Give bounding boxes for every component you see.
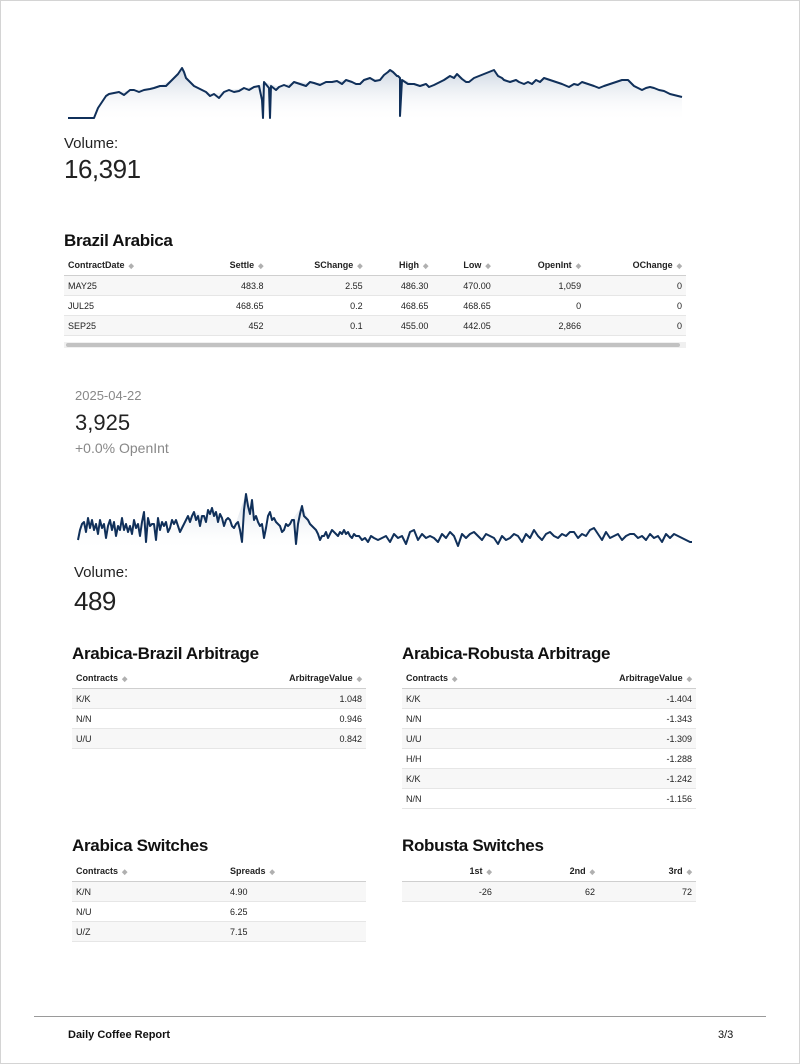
cell-arbitragevalue: -1.288	[526, 749, 696, 769]
cell-arbitragevalue: -1.156	[526, 789, 696, 809]
kpi-date: 2025-04-22	[75, 388, 142, 403]
cell-arbitragevalue: 1.048	[196, 689, 366, 709]
sort-icon[interactable]: ◆	[575, 263, 582, 270]
sort-icon[interactable]: ◆	[128, 263, 134, 270]
table-row	[72, 729, 366, 749]
sort-icon[interactable]: ◆	[258, 263, 264, 270]
footer-divider	[34, 1016, 766, 1017]
cell-low: 470.00	[432, 276, 494, 296]
cell-high: 455.00	[367, 316, 433, 336]
column-header-high[interactable]: High ◆	[367, 255, 433, 276]
cell-contractdate: JUL25	[64, 296, 194, 316]
column-header-spreads[interactable]: Spreads ◆	[226, 861, 366, 882]
cell-contracts: K/N	[72, 882, 226, 902]
cell-contractdate: SEP25	[64, 316, 194, 336]
kpi-value: 3,925	[75, 410, 131, 435]
cell-arbitragevalue: -1.404	[526, 689, 696, 709]
cell-spreads: 4.90	[226, 882, 366, 902]
sort-icon[interactable]: ◆	[589, 869, 596, 876]
column-header-openint[interactable]: OpenInt ◆	[495, 255, 585, 276]
cell-schange: 0.1	[268, 316, 367, 336]
footer-title: Daily Coffee Report	[68, 1029, 171, 1041]
table-row	[64, 316, 686, 336]
table-row	[72, 689, 366, 709]
cell-high: 468.65	[367, 296, 433, 316]
sort-icon[interactable]: ◆	[686, 869, 692, 876]
table-row	[72, 922, 366, 942]
table-header-row	[64, 255, 686, 276]
cell-3rd: 72	[599, 882, 696, 902]
robusta-switches-table	[402, 861, 696, 902]
sort-icon[interactable]: ◆	[686, 676, 692, 683]
table-row	[64, 296, 686, 316]
sort-icon[interactable]: ◆	[486, 869, 492, 876]
table-row	[402, 729, 696, 749]
cell-arbitragevalue: 0.946	[196, 709, 366, 729]
arabica-switches-table	[72, 861, 366, 942]
column-header-schange[interactable]: SChange ◆	[268, 255, 367, 276]
robusta-switches-title: Robusta Switches	[402, 836, 544, 855]
column-header-3rd[interactable]: 3rd ◆	[599, 861, 696, 882]
cell-contracts: K/K	[402, 769, 526, 789]
cell-ochange: 0	[585, 296, 686, 316]
cell-low: 468.65	[432, 296, 494, 316]
arabica-robusta-arbitrage-table	[402, 668, 696, 809]
volume-label-2: Volume:	[74, 564, 129, 581]
column-header-low[interactable]: Low ◆	[432, 255, 494, 276]
table-row	[72, 709, 366, 729]
table-row	[402, 689, 696, 709]
horizontal-scrollbar[interactable]	[64, 342, 686, 348]
cell-schange: 2.55	[268, 276, 367, 296]
cell-contracts: U/Z	[72, 922, 226, 942]
sparkline-1-area	[68, 68, 682, 122]
cell-settle: 468.65	[194, 296, 268, 316]
cell-high: 486.30	[367, 276, 433, 296]
cell-arbitragevalue: -1.343	[526, 709, 696, 729]
table-row	[402, 882, 696, 902]
volume-label-1: Volume:	[64, 135, 119, 152]
cell-contracts: N/N	[402, 709, 526, 729]
table-row	[402, 749, 696, 769]
arabica-robusta-arbitrage-title: Arabica-Robusta Arbitrage	[402, 644, 611, 663]
cell-contracts: U/U	[72, 729, 196, 749]
column-header-contracts[interactable]: Contracts ◆	[402, 668, 526, 689]
brazil-arabica-title: Brazil Arabica	[64, 231, 173, 250]
sort-icon[interactable]: ◆	[122, 869, 128, 876]
cell-contractdate: MAY25	[64, 276, 194, 296]
sort-icon[interactable]: ◆	[676, 263, 682, 270]
cell-arbitragevalue: 0.842	[196, 729, 366, 749]
column-header-ochange[interactable]: OChange ◆	[585, 255, 686, 276]
cell-1st: -26	[402, 882, 496, 902]
cell-openint: 1,059	[495, 276, 585, 296]
volume-value-2: 489	[74, 586, 116, 616]
cell-openint: 2,866	[495, 316, 585, 336]
column-header-arbitragevalue[interactable]: ArbitrageValue ◆	[526, 668, 696, 689]
table-row	[402, 789, 696, 809]
cell-2nd: 62	[496, 882, 599, 902]
sort-icon[interactable]: ◆	[122, 676, 128, 683]
table-header-row	[402, 861, 696, 882]
cell-contracts: U/U	[402, 729, 526, 749]
cell-ochange: 0	[585, 276, 686, 296]
cell-spreads: 6.25	[226, 902, 366, 922]
table-row	[402, 709, 696, 729]
column-header-contracts[interactable]: Contracts ◆	[72, 861, 226, 882]
table-row	[64, 276, 686, 296]
cell-schange: 0.2	[268, 296, 367, 316]
volume-sparkline-1	[64, 60, 688, 122]
cell-settle: 483.8	[194, 276, 268, 296]
sort-icon[interactable]: ◆	[485, 263, 491, 270]
sort-icon[interactable]: ◆	[357, 263, 363, 270]
cell-spreads: 7.15	[226, 922, 366, 942]
cell-contracts: N/U	[72, 902, 226, 922]
volume-sparkline-2	[74, 490, 696, 550]
sort-icon[interactable]: ◆	[356, 676, 362, 683]
sort-icon[interactable]: ◆	[452, 676, 458, 683]
table-row	[402, 769, 696, 789]
cell-contracts: N/N	[72, 709, 196, 729]
kpi-delta: +0.0% OpenInt	[75, 440, 169, 456]
cell-arbitragevalue: -1.309	[526, 729, 696, 749]
cell-contracts: K/K	[72, 689, 196, 709]
cell-arbitragevalue: -1.242	[526, 769, 696, 789]
table-header-row	[72, 668, 366, 689]
column-header-1st[interactable]: 1st ◆	[402, 861, 496, 882]
column-header-arbitragevalue[interactable]: ArbitrageValue ◆	[196, 668, 366, 689]
arabica-switches-title: Arabica Switches	[72, 836, 208, 855]
table-header-row	[402, 668, 696, 689]
arabica-brazil-arbitrage-table	[72, 668, 366, 749]
cell-settle: 452	[194, 316, 268, 336]
cell-ochange: 0	[585, 316, 686, 336]
column-header-contracts[interactable]: Contracts ◆	[72, 668, 196, 689]
cell-openint: 0	[495, 296, 585, 316]
table-row	[72, 902, 366, 922]
sort-icon[interactable]: ◆	[269, 869, 275, 876]
cell-contracts: K/K	[402, 689, 526, 709]
scrollbar-thumb[interactable]	[66, 343, 680, 347]
brazil-arabica-table	[64, 255, 686, 336]
sparkline-2-area	[78, 494, 692, 550]
arabica-brazil-arbitrage-title: Arabica-Brazil Arbitrage	[72, 644, 259, 663]
column-header-settle[interactable]: Settle ◆	[194, 255, 268, 276]
column-header-contractdate[interactable]: ContractDate ◆	[64, 255, 194, 276]
cell-contracts: N/N	[402, 789, 526, 809]
column-header-2nd[interactable]: 2nd ◆	[496, 861, 599, 882]
sort-icon[interactable]: ◆	[422, 263, 429, 270]
volume-value-1: 16,391	[64, 154, 141, 184]
table-header-row	[72, 861, 366, 882]
cell-low: 442.05	[432, 316, 494, 336]
footer-page-number: 3/3	[718, 1029, 734, 1041]
cell-contracts: H/H	[402, 749, 526, 769]
table-row	[72, 882, 366, 902]
